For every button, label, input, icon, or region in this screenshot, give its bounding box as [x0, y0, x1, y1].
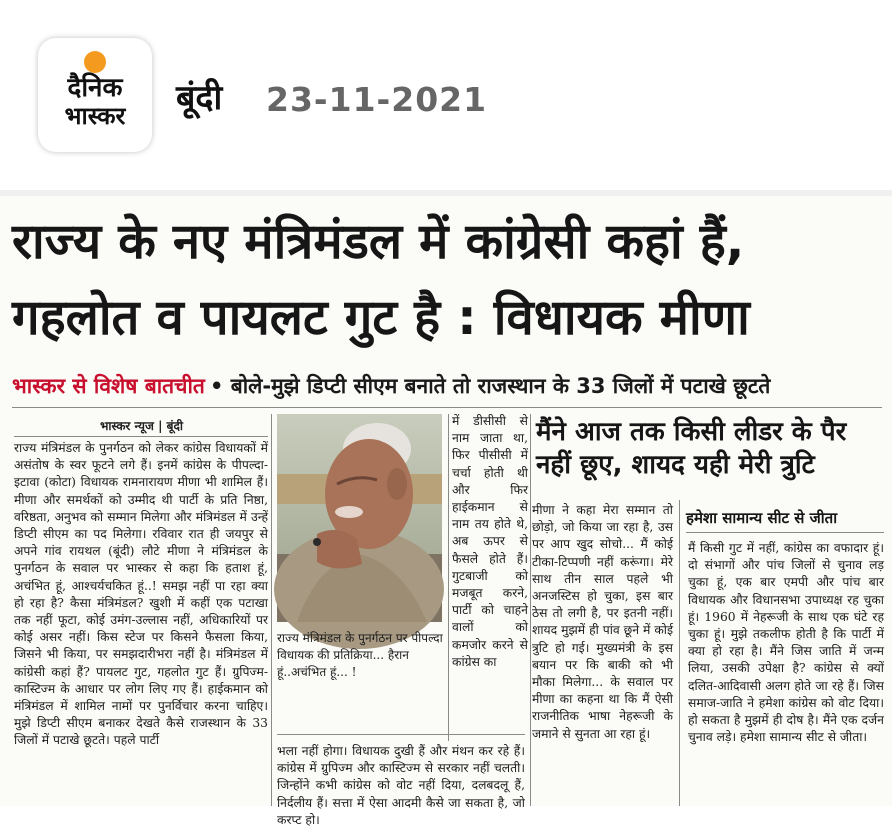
column-divider-1 [271, 414, 272, 806]
edition-date: 23-11-2021 [266, 80, 488, 119]
legislator-photo [277, 414, 442, 622]
subheadline-bar [12, 366, 882, 406]
logo-text-line2: भास्कर [64, 102, 126, 130]
section-subheading: हमेशा सामान्य सीट से जीता [686, 509, 838, 527]
article-column-2-narrow: में डीसीसी से नाम जाता था, फिर पीसीसी में चर्चा होती थी और फिर हाईकमान से नाम तय होते थे, अब ऊपर से फैसले होते हैं। गुटबाजी को मजबूत करने, पार्टी को चाहने वालों को कमजोर करने से कांग्रेस का [452, 414, 528, 669]
column-divider-4 [679, 500, 680, 806]
subheadline-rule [12, 407, 882, 408]
article-column-1: राज्य मंत्रिमंडल के पुनर्गठन को लेकर कांग्रेस विधायकों में असंतोष के स्वर फूटने लगे हैं। इनमें कांग्रेस के पीपल्दा-इटावा (कोटा) विधायक रामनारायण मीणा भी शामिल हैं। मीणा और समर्थकों को उम्मीद थी पार्टी के प्रति निष्ठा, वरिष्ठता, अनुभव को सम्मान मिलेगा और मंत्रिमंडल में उन्हें डिप्टी सीएम का पद मिलेगा। रविवार रात ही जयपुर से अपने गांव रायथल (बूंदी) लौटे मीणा ने मंत्रिमंडल के पुनर्गठन के सवाल पर भास्कर से कहा कि हताश हूं, अचंभित हूं, आश्चर्यचकित हूं..! समझ नहीं पा रहा क्या हो रहा है? कैसा मंत्रिमंडल? खुशी में कहीं एक पटाखा तक नहीं फूटा, कोई उमंग-उल्लास नहीं, अधिकारियों पर कोई असर नहीं। किस स्टेज पर किसने फैसला किया, जिसने भी किया, पर समझदारीभरा नहीं है। मंत्रिमंडल में कांग्रेसी कहां हैं? पायलट गुट, गहलोत गुट हैं। ग्रुपिज्म-कास्टिज्म के आधार पर लोग लिए गए हैं। हाईकमान को मंत्रिमंडल में शामिल नामों पर पुनर्विचार करना चाहिए। मुझे डिप्टी सीएम बनाकर देखते कैसे राजस्थान के 33 जिलों में पटाखे छूटते। पहले पार्टी [14, 441, 268, 748]
subheadline: • बोले-मुझे डिप्टी सीएम बनाते तो राजस्थान के 33 जिलों में पटाखे छूटते [210, 374, 771, 398]
quote-headline: मैंने आज तक किसी लीडर के पैर नहीं छूए, शायद यही मेरी त्रुटि [536, 417, 847, 480]
article-column-2-bottom: भला नहीं होगा। विधायक दुखी हैं और मंथन कर रहे हैं। कांग्रेस में ग्रुपिज्म और कास्टिज्म से सरकार नहीं चलती। जिन्होंने कभी कांग्रेस को वोट नहीं दिया, दलबदलू हैं, निर्दलीय हैं। सत्ता में ऐसा आदमी कैसे जा सकता है, जो करप्ट हो। [277, 744, 525, 827]
headline-line-1: राज्य के नए मंत्रिमंडल में कांग्रेसी कहां हैं, [12, 213, 745, 270]
dainik-bhaskar-logo[interactable] [38, 38, 152, 152]
photo-caption: राज्य मंत्रिमंडल के पुनर्गठन पर पीपल्दा विधायक की प्रतिक्रिया... हैरान हूं..अचंभित हूं... ! [277, 631, 443, 679]
article-column-4: मैं किसी गुट में नहीं, कांग्रेस का वफादार हूं। दो संभागों और पांच जिलों से चुनाव लड़ चुका हूं, एक बार एमपी और पांच बार विधायक और विधानसभा उपाध्यक्ष रह चुका हूं। 1960 में नेहरूजी के साथ एक घंटे रह चुका हूं। मुझे तकलीफ होती है कि पार्टी में क्या हो रहा है। मैंने जिस जाति में जन्म लिया, उसकी उपेक्षा है? कांग्रेस से क्यों दलित-आदिवासी अलग होते जा रहे हैं। जिस समाज-जाति ने हमेशा कांग्रेस को वोट दिया। हो सकता है मुझमें ही दोष है। मैंने एक दर्जन चुनाव लड़े। हमेशा सामान्य सीट से जीता। [688, 541, 884, 745]
kicker: भास्कर से विशेष बातचीत [12, 374, 205, 398]
column-divider-2 [448, 414, 449, 741]
subheading-rule [686, 532, 884, 533]
sun-icon [84, 51, 106, 73]
headline-line-2: गहलोत व पायलट गुट है : विधायक मीणा [12, 289, 750, 346]
portrait-image [277, 414, 442, 622]
logo-text-line1: दैनिक [67, 73, 123, 103]
byline-rule [14, 436, 268, 437]
column-divider-3 [530, 414, 531, 806]
app-header [0, 0, 892, 190]
edition-city: बूंदी [176, 78, 223, 118]
byline: भास्कर न्यूज | बूंदी [100, 419, 183, 433]
article-column-3: मीणा ने कहा मेरा सम्मान तो छोड़ो, जो किया जा रहा है, उस पर आप खुद सोचो... मैं कोई टीका-टिप्पणी नहीं करूंगा। मेरे साथ तीन साल पहले भी अनजस्टिस हो चुका, इस बार ठेस तो लगी है, पर इतनी नहीं। शायद मुझमें ही पांव छूने में कोई त्रुटि हो गई। मुख्यमंत्री के इस बयान पर कि बाकी को भी मौका मिलेगा... के सवाल पर मीणा का कहना था कि मैं ऐसी राजनीतिक भाषा नेहरूजी के जमाने से सुनता आ रहा हूं। [532, 503, 673, 741]
